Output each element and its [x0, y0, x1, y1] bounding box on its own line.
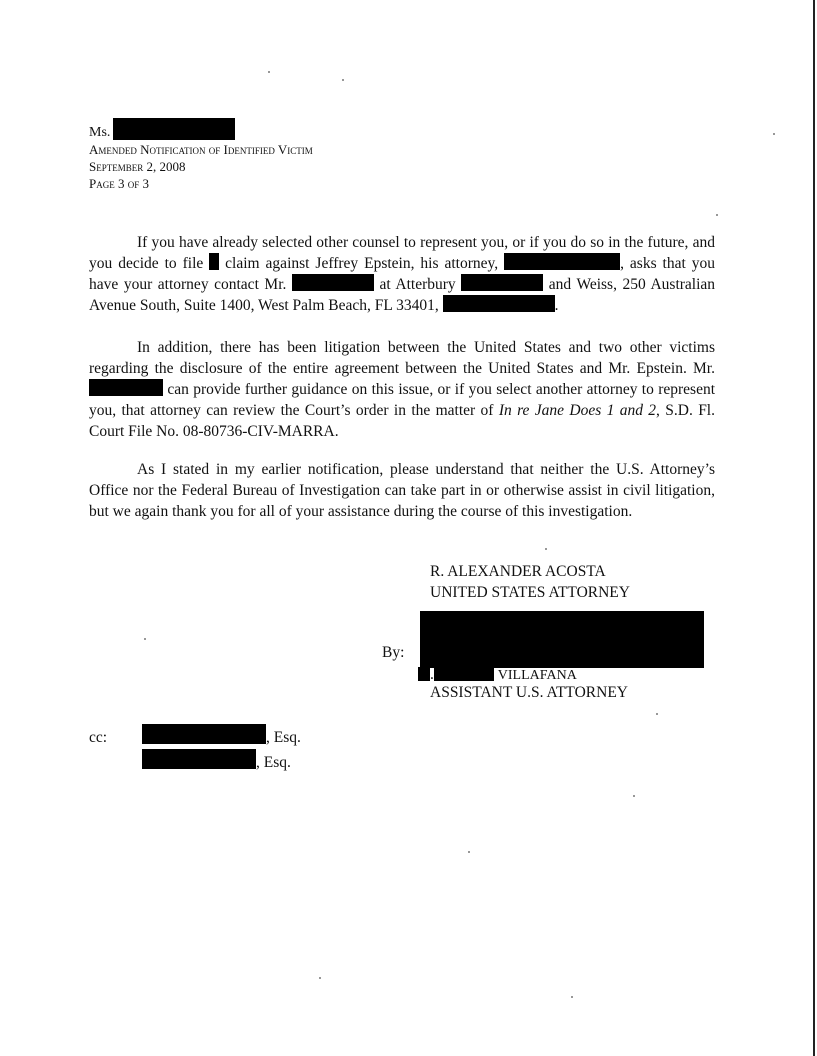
scan-speck [545, 548, 547, 550]
cc-entry [142, 724, 301, 749]
header-page: Page 3 of 3 [89, 176, 149, 191]
signer-name: R. ALEXANDER ACOSTA [430, 563, 606, 580]
para2-text-2: can provide further guidance on this issue, or if you select another attorney to represent you, that attorney can review the Court’s order in the matter of [89, 381, 716, 419]
scan-speck [571, 996, 573, 998]
header-date: September 2, 2008 [89, 159, 186, 174]
header-title: Amended Notification of Identified Victim [89, 142, 313, 157]
salutation: Ms. [89, 125, 111, 140]
case-name: In re Jane Does 1 and 2 [498, 402, 657, 419]
signer-line: . VILLAFANA [418, 664, 577, 686]
scan-speck [342, 79, 344, 81]
redaction [209, 253, 219, 270]
paragraph-2 [89, 337, 715, 442]
para2-text-1: In addition, there has been litigation between the United States and two other victims regarding the disclosure of the entire agreement between the United States and Mr. Epstein. Mr. [89, 339, 715, 377]
signer-title: ASSISTANT U.S. ATTORNEY [430, 684, 628, 701]
scan-speck [716, 214, 718, 216]
redaction [443, 295, 555, 312]
by-label: By: [382, 644, 405, 661]
paragraph-1 [89, 232, 715, 316]
para1-text-3: , asks that you have your attorney contact Mr. [89, 255, 715, 293]
scan-speck [773, 133, 775, 135]
cc-suffix-2: , Esq. [256, 754, 291, 771]
page-edge-line [813, 0, 815, 1056]
redaction [142, 749, 256, 769]
scan-speck [319, 977, 321, 979]
scan-speck [633, 795, 635, 797]
cc-list [142, 724, 301, 774]
redaction [142, 724, 266, 744]
para1-text-4: at Atterbury [379, 276, 456, 293]
para1-text-1: If you have already selected other counsel to represent you, or if you do so in the future, and you decide to file [89, 234, 715, 272]
redaction [292, 274, 374, 291]
cc-label: cc: [89, 729, 108, 746]
scan-speck [468, 851, 470, 853]
salutation-line [89, 118, 313, 141]
para1-text-6: . [554, 297, 559, 314]
cc-suffix-1: , Esq. [266, 729, 301, 746]
scan-speck [144, 638, 146, 640]
paragraph-3 [89, 459, 715, 522]
redaction [113, 118, 235, 140]
para2-text-3: , S.D. Fl. Court File No. 08-80736-CIV-MARRA. [89, 402, 715, 440]
para3-text: As I stated in my earlier notification, please understand that neither the U.S. Attorney’s Office nor the Federal Bureau of Investigation can take part in or otherwise assist in civil litigation, but we again thank you for all of your assistance during the course of this investigation. [89, 461, 715, 520]
redaction [434, 667, 494, 681]
signature-redaction [420, 611, 704, 668]
redaction [418, 667, 430, 681]
para1-text-5: and Weiss, 250 Australian Avenue South, Suite 1400, West Palm Beach, FL 33401, [89, 276, 716, 314]
signer-office: UNITED STATES ATTORNEY [430, 584, 630, 601]
redaction [504, 253, 620, 270]
scan-speck [268, 71, 270, 73]
letter-header [89, 118, 313, 192]
para1-text-2: claim against Jeffrey Epstein, his attorney, [225, 255, 499, 272]
scan-speck [656, 713, 658, 715]
cc-entry [142, 749, 301, 774]
redaction [89, 379, 163, 396]
redaction [461, 274, 543, 291]
signer-partial-name: VILLAFANA [497, 668, 577, 683]
